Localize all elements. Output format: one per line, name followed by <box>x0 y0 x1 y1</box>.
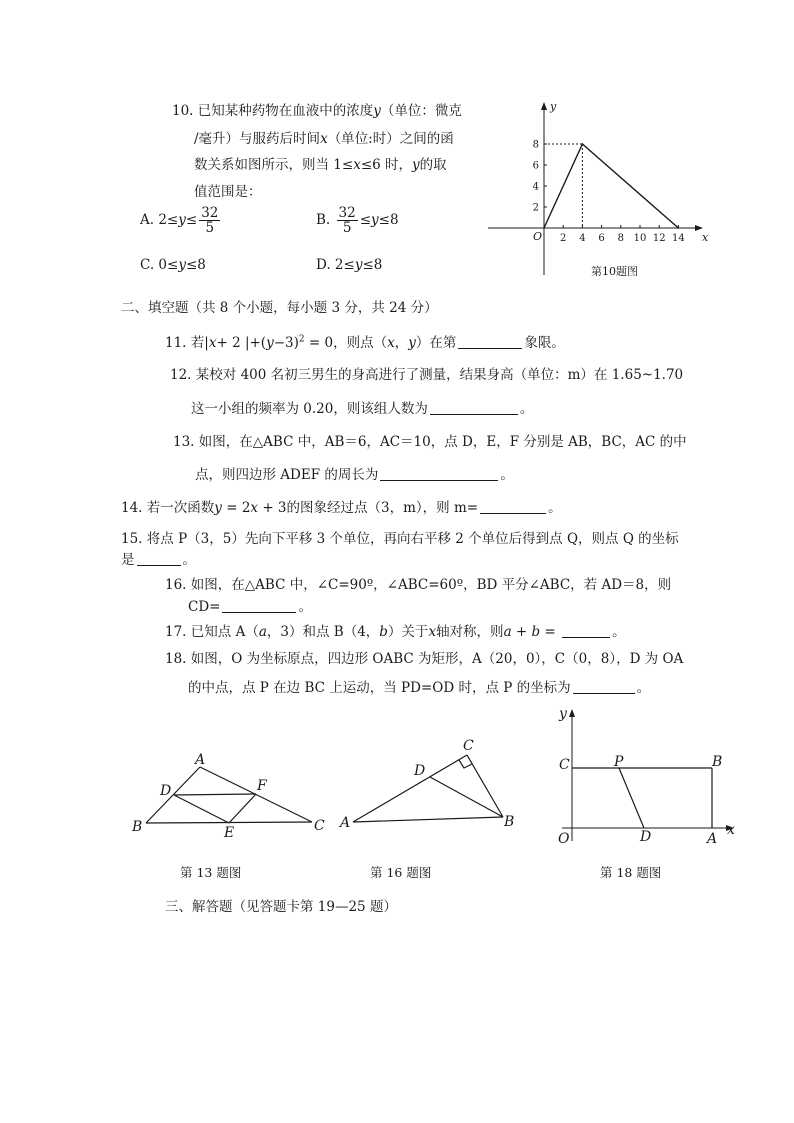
q10-line1: 10. 已知某种药物在血液中的浓度y（单位：微克 <box>172 103 462 119</box>
q17: 17. 已知点 A（a，3）和点 B（4，b）关于x轴对称，则a + b = 。 <box>165 624 626 640</box>
q13-answer-blank[interactable] <box>380 466 498 481</box>
fig16-label-a: A <box>340 815 351 831</box>
fig16-triangle <box>336 737 522 833</box>
q10-y-label: y <box>550 100 557 113</box>
fig18-label-c: C <box>559 757 570 773</box>
q10-line3: 数关系如图所示，则当 1≤x≤6 时，y的取 <box>194 157 447 173</box>
q10-y-tick-label-6: 6 <box>532 160 539 172</box>
fig13-label-c: C <box>314 818 325 834</box>
fig13-label-e: E <box>224 825 235 840</box>
q10-y-tick-label-8: 8 <box>532 139 539 151</box>
q10-function-graph <box>484 95 724 277</box>
q10-point-1 <box>582 143 584 145</box>
q10-x-tick-label-2: 2 <box>560 233 567 244</box>
section2-title: 二、填空题（共 8 个小题，每小题 3 分，共 24 分） <box>121 300 438 316</box>
q18-answer-blank[interactable] <box>573 679 635 694</box>
q14-answer-blank[interactable] <box>480 499 546 514</box>
fig13-seg-ef <box>229 794 256 823</box>
q10-option-c: C. 0≤y≤8 <box>140 257 206 273</box>
fig13-triangle <box>128 748 334 840</box>
q10-y-tick-label-2: 2 <box>532 202 539 214</box>
q12-line2: 这一小组的频率为 0.20，则该组人数为 。 <box>191 401 534 417</box>
q16-answer-blank[interactable] <box>222 598 296 613</box>
q11-answer-blank[interactable] <box>458 334 522 349</box>
fig16-label-d: D <box>414 763 426 779</box>
q15-line2: 是 。 <box>121 552 196 568</box>
q10-y-tick-label-4: 4 <box>532 181 539 193</box>
fig13-label-f: F <box>257 778 267 794</box>
q16-line1: 16. 如图，在△ABC 中，∠C=90º，∠ABC=60º，BD 平分∠ABC，若 AD＝8，则 <box>165 577 672 593</box>
fig18-caption: 第 18 题图 <box>600 865 662 880</box>
fig18-rectangle <box>552 703 742 853</box>
q13-line2: 点，则四边形 ADEF 的周长为 。 <box>195 467 514 483</box>
q10-line2: /毫升）与服药后时间x（单位:时）之间的函 <box>194 131 454 147</box>
q10-x-tick-label-4: 4 <box>579 233 586 244</box>
fig13-label-d: D <box>160 783 172 799</box>
q10-x-tick-label-8: 8 <box>617 233 624 244</box>
fig18-y-arrow <box>569 709 575 717</box>
q10-option-b: B. $\frac{32}{5}$ ≤y≤8 <box>316 205 399 237</box>
q10-option-d: D. 2≤y≤8 <box>316 257 383 273</box>
fig18-label-p: P <box>614 754 624 770</box>
q12-line1: 12. 某校对 400 名初三男生的身高进行了测量，结果身高（单位：m）在 1.65~1.70 <box>170 367 684 383</box>
fig13-seg-de <box>174 795 229 823</box>
q11: 11. 若|x+ 2 $|+(y-3)^2 = 0$，则点（x，y）在第 象限。 <box>165 334 565 351</box>
q12-answer-blank[interactable] <box>430 400 518 415</box>
q10-point-0 <box>543 227 545 229</box>
q16-line2: CD= 。 <box>188 599 312 615</box>
q15-answer-blank[interactable] <box>137 551 181 566</box>
fig18-label-y: y <box>559 706 567 722</box>
section3-title: 三、解答题（见答题卡第 19—25 题） <box>165 899 397 915</box>
fig16-side-ab <box>353 817 503 822</box>
fig13-label-b: B <box>132 819 143 835</box>
q10-x-tick-label-14: 14 <box>672 233 685 244</box>
q10-x-label: x <box>702 231 709 244</box>
fig13-caption: 第 13 题图 <box>180 865 242 880</box>
fig13-label-a: A <box>195 752 206 768</box>
fig18-label-x: x <box>727 822 735 838</box>
q14: 14. 若一次函数y = 2x + 3的图象经过点（3，m），则 m= 。 <box>121 500 562 516</box>
q18-line1: 18. 如图，O 为坐标原点，四边形 OABC 为矩形，A（20，0），C（0，8），D 为 OA <box>165 651 684 667</box>
q18-line2: 的中点，点 P 在边 BC 上运动，当 PD=OD 时，点 P 的坐标为 。 <box>188 680 651 696</box>
fig13-seg-df <box>174 794 256 795</box>
q15-line1: 15. 将点 P（3，5）先向下平移 3 个单位，再向右平移 2 个单位后得到点 Q，则点 Q 的坐标 <box>121 531 679 547</box>
q10-origin-label: O <box>533 230 543 243</box>
fig16-caption: 第 16 题图 <box>370 865 432 880</box>
fig18-seg-pd <box>619 768 644 828</box>
q10-series-line <box>544 144 678 228</box>
q10-x-tick-label-12: 12 <box>652 233 666 244</box>
fig16-label-c: C <box>463 738 474 754</box>
fig18-label-b: B <box>712 754 723 770</box>
q13-line1: 13. 如图，在△ABC 中，AB＝6，AC＝10，点 D，E，F 分别是 AB，BC，AC 的中 <box>173 434 687 450</box>
q17-answer-blank[interactable] <box>562 623 610 638</box>
q10-x-tick-label-10: 10 <box>633 233 647 244</box>
q10-option-a: A. 2≤y≤ $\frac{32}{5}$ <box>140 205 219 237</box>
fig18-label-d: D <box>640 829 652 845</box>
q10-point-2 <box>678 227 680 229</box>
fig18-label-a: A <box>707 831 718 847</box>
q10-x-tick-label-6: 6 <box>598 233 605 244</box>
fig16-label-b: B <box>504 814 515 830</box>
fig10-caption: 第10题图 <box>591 265 638 278</box>
fig18-label-o: O <box>558 831 570 847</box>
q10-line4: 值范围是： <box>194 184 262 200</box>
q10-y-axis-arrow <box>541 102 547 110</box>
